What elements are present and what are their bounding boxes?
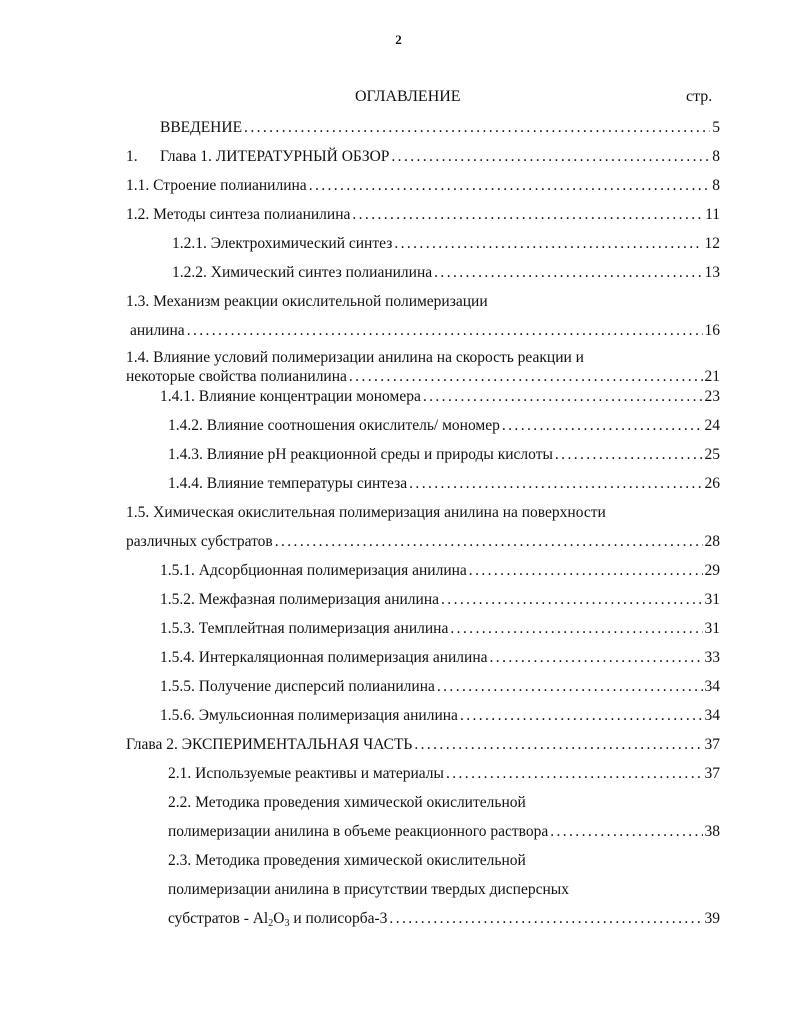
toc-entry-1-2-2 xyxy=(172,263,720,283)
leader-dots xyxy=(446,764,703,784)
leader-dots xyxy=(349,367,703,387)
toc-entry-text: 1.5.1. Адсорбционная полимеризация анилина xyxy=(160,562,467,579)
toc-entry-1-5-2 xyxy=(160,590,720,610)
toc-entry-1-4-line1: 1.4. Влияние условий полимеризации анилина на скорость реакции и xyxy=(126,349,584,366)
toc-entry-1-4-2 xyxy=(168,416,720,436)
toc-entry-text: 1.5.6. Эмульсионная полимеризация анилина xyxy=(160,707,458,724)
toc-entry-text: 2.1. Используемые реактивы и материалы xyxy=(168,765,444,782)
leader-dots xyxy=(490,648,703,668)
toc-entry-text: 1.2.2. Химический синтез полианилина xyxy=(172,264,433,281)
toc-entry-page: 37 xyxy=(704,736,720,753)
toc-entry-page: 28 xyxy=(704,533,720,550)
toc-entry-text: ВВЕДЕНИЕ xyxy=(160,119,243,136)
toc-entry-text: полимеризации анилина в объеме реакционного раствора xyxy=(168,823,549,840)
toc-entry-page: 24 xyxy=(704,417,720,434)
toc-entry-text: 1.4.4. Влияние температуры синтеза xyxy=(168,475,408,492)
toc-entry-1-3-line1: 1.3. Механизм реакции окислительной полимеризации xyxy=(126,293,488,310)
toc-entry-page: 31 xyxy=(704,591,720,608)
toc-entry-number: 1. xyxy=(126,148,138,165)
leader-dots xyxy=(389,909,702,929)
text-part: и полисорба-3 xyxy=(289,910,388,927)
leader-dots xyxy=(460,706,703,726)
toc-entry-page: 12 xyxy=(704,235,720,252)
leader-dots xyxy=(469,561,703,581)
toc-entry-text: анилина xyxy=(130,322,185,339)
toc-entry-2-3-line2: полимеризации анилина в присутствии твердых дисперсных xyxy=(168,881,569,898)
toc-entry-page: 34 xyxy=(704,678,720,695)
subscript: 2 xyxy=(268,918,274,929)
toc-entry-1-2-1 xyxy=(172,234,720,254)
leader-dots xyxy=(555,445,703,465)
toc-entry-page: 38 xyxy=(704,823,720,840)
toc-entry-text: различных субстратов xyxy=(126,533,273,550)
toc-entry-page: 16 xyxy=(704,322,720,339)
toc-entry-page: 33 xyxy=(704,649,720,666)
toc-entry-intro xyxy=(160,118,720,138)
leader-dots xyxy=(391,147,710,167)
page-number: 2 xyxy=(395,32,402,47)
toc-entry-1-2 xyxy=(126,205,720,225)
leader-dots xyxy=(414,735,702,755)
toc-entry-page: 23 xyxy=(704,388,720,405)
page-column-label: стр. xyxy=(686,88,713,105)
toc-entry-text: 1.4.1. Влияние концентрации мономера xyxy=(160,388,421,405)
toc-entry-text: 1.2.1. Электрохимический синтез xyxy=(172,235,393,252)
toc-entry-page: 25 xyxy=(704,446,720,463)
toc-entry-text: Глава 1. ЛИТЕРАТУРНЫЙ ОБЗОР xyxy=(160,148,390,165)
leader-dots xyxy=(550,822,702,842)
toc-entry-1-5-line1: 1.5. Химическая окислительная полимеризация анилина на поверхности xyxy=(126,504,606,521)
leader-dots xyxy=(394,234,702,254)
toc-entry-page: 11 xyxy=(705,206,720,223)
toc-entry-1-4-3 xyxy=(168,445,720,465)
text-part: субстратов - Al xyxy=(168,910,269,927)
toc-entry-text: 1.4.3. Влияние pH реакционной среды и природы кислоты xyxy=(168,446,553,463)
toc-entry-page: 26 xyxy=(704,475,720,492)
toc-entry-page: 13 xyxy=(704,264,720,281)
toc-entry-text: 1.5.4. Интеркаляционная полимеризация анилина xyxy=(160,649,488,666)
toc-entry-2-3-line1: 2.3. Методика проведения химической окислительной xyxy=(168,852,526,869)
toc-entry-1-3 xyxy=(130,321,720,341)
toc-entry-1-5-6 xyxy=(160,706,720,726)
toc-entry-page: 29 xyxy=(704,562,720,579)
toc-entry-2-1 xyxy=(168,764,720,784)
toc-entry-1-4 xyxy=(126,367,720,387)
toc-entry-page: 34 xyxy=(704,707,720,724)
toc-entry-page: 8 xyxy=(712,148,720,165)
leader-dots xyxy=(441,590,702,610)
leader-dots xyxy=(409,474,702,494)
toc-entry-1-5 xyxy=(126,532,720,552)
toc-entry-text: 1.5.3. Темплейтная полимеризация анилина xyxy=(160,620,449,637)
toc-entry-text: 1.2. Методы синтеза полианилина xyxy=(126,206,351,223)
toc-entry-2-2 xyxy=(168,822,720,842)
toc-entry-text: 1.1. Строение полианилина xyxy=(126,177,307,194)
toc-entry-1-5-5 xyxy=(160,677,720,697)
toc-entry-text: Глава 2. ЭКСПЕРИМЕНТАЛЬНАЯ ЧАСТЬ xyxy=(126,736,413,753)
toc-entry-page: 37 xyxy=(704,765,720,782)
leader-dots xyxy=(502,416,703,436)
toc-entry-page: 21 xyxy=(704,368,720,385)
toc-entry-page: 8 xyxy=(712,177,720,194)
toc-entry-1-4-4 xyxy=(168,474,720,494)
leader-dots xyxy=(450,619,702,639)
toc-entry-text: 1.5.5. Получение дисперсий полианилина xyxy=(160,678,435,695)
toc-title: ОГЛАВЛЕНИЕ xyxy=(355,88,461,105)
toc-entry-1-5-3 xyxy=(160,619,720,639)
leader-dots xyxy=(187,321,703,341)
leader-dots xyxy=(434,263,702,283)
leader-dots xyxy=(437,677,703,697)
toc-entry-2-3 xyxy=(168,909,720,929)
toc-entry-1-5-1 xyxy=(160,561,720,581)
toc-entry-page: 5 xyxy=(712,119,720,136)
toc-entry-chapter-2 xyxy=(126,735,720,755)
subscript: 3 xyxy=(284,918,290,929)
leader-dots xyxy=(275,532,703,552)
toc-entry-1-5-4 xyxy=(160,648,720,668)
toc-entry-text: 1.4.2. Влияние соотношения окислитель/ мономер xyxy=(168,417,500,434)
toc-entry-2-2-line1: 2.2. Методика проведения химической окислительной xyxy=(168,794,526,811)
leader-dots xyxy=(309,176,711,196)
leader-dots xyxy=(352,205,703,225)
toc-entry-1-4-1 xyxy=(160,387,720,407)
toc-entry-text xyxy=(168,909,387,929)
toc-entry-page: 39 xyxy=(704,910,720,927)
toc-entry-chapter-1 xyxy=(126,147,720,167)
toc-entry-page: 31 xyxy=(704,620,720,637)
leader-dots xyxy=(244,118,710,138)
text-part: O xyxy=(273,910,285,927)
toc-entry-1-1 xyxy=(126,176,720,196)
leader-dots xyxy=(423,387,703,407)
toc-entry-text: некоторые свойства полианилина xyxy=(126,368,347,385)
toc-entry-text: 1.5.2. Межфазная полимеризация анилина xyxy=(160,591,440,608)
